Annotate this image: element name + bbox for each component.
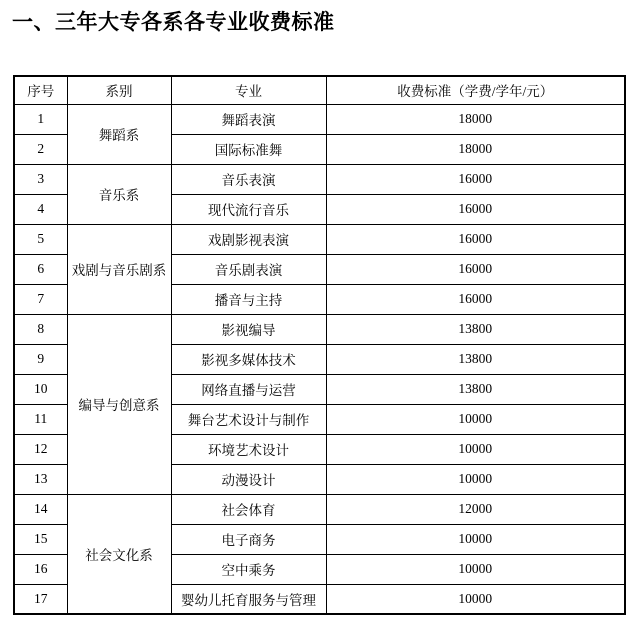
table-row (14, 164, 625, 194)
table-row (14, 494, 625, 524)
table-row (14, 104, 625, 134)
major-cell: 影视编导 (171, 314, 326, 344)
row-number-cell: 14 (14, 494, 67, 524)
fee-cell: 16000 (326, 164, 625, 194)
row-number-cell: 10 (14, 374, 67, 404)
major-cell: 舞台艺术设计与制作 (171, 404, 326, 434)
row-number-cell: 12 (14, 434, 67, 464)
table-row (14, 314, 625, 344)
major-cell: 网络直播与运营 (171, 374, 326, 404)
fee-cell: 10000 (326, 584, 625, 614)
row-number-cell: 3 (14, 164, 67, 194)
department-cell: 音乐系 (67, 164, 171, 224)
fee-cell: 16000 (326, 224, 625, 254)
major-cell: 舞蹈表演 (171, 104, 326, 134)
major-cell: 空中乘务 (171, 554, 326, 584)
row-number-cell: 17 (14, 584, 67, 614)
header-row (14, 76, 625, 104)
fee-table-body (14, 104, 625, 614)
table-row (14, 224, 625, 254)
row-number-cell: 6 (14, 254, 67, 284)
row-number-cell: 5 (14, 224, 67, 254)
major-cell: 戏剧影视表演 (171, 224, 326, 254)
major-cell: 电子商务 (171, 524, 326, 554)
fee-cell: 16000 (326, 194, 625, 224)
major-cell: 动漫设计 (171, 464, 326, 494)
major-cell: 音乐剧表演 (171, 254, 326, 284)
fee-table-header (14, 76, 625, 104)
major-cell: 音乐表演 (171, 164, 326, 194)
fee-cell: 12000 (326, 494, 625, 524)
fee-cell: 16000 (326, 284, 625, 314)
fee-cell: 13800 (326, 374, 625, 404)
row-number-cell: 11 (14, 404, 67, 434)
row-number-cell: 8 (14, 314, 67, 344)
column-header-fee: 收费标准（学费/学年/元） (326, 76, 625, 104)
department-cell: 舞蹈系 (67, 104, 171, 164)
row-number-cell: 15 (14, 524, 67, 554)
major-cell: 社会体育 (171, 494, 326, 524)
row-number-cell: 1 (14, 104, 67, 134)
row-number-cell: 7 (14, 284, 67, 314)
fee-cell: 13800 (326, 344, 625, 374)
major-cell: 播音与主持 (171, 284, 326, 314)
fee-cell: 13800 (326, 314, 625, 344)
department-cell: 社会文化系 (67, 494, 171, 614)
column-header-no: 序号 (14, 76, 67, 104)
major-cell: 国际标准舞 (171, 134, 326, 164)
department-cell: 编导与创意系 (67, 314, 171, 494)
fee-cell: 18000 (326, 104, 625, 134)
row-number-cell: 2 (14, 134, 67, 164)
row-number-cell: 9 (14, 344, 67, 374)
major-cell: 现代流行音乐 (171, 194, 326, 224)
fee-table (13, 75, 626, 615)
fee-cell: 16000 (326, 254, 625, 284)
column-header-department: 系别 (67, 76, 171, 104)
fee-cell: 18000 (326, 134, 625, 164)
row-number-cell: 16 (14, 554, 67, 584)
fee-cell: 10000 (326, 554, 625, 584)
fee-cell: 10000 (326, 434, 625, 464)
row-number-cell: 4 (14, 194, 67, 224)
major-cell: 婴幼儿托育服务与管理 (171, 584, 326, 614)
fee-cell: 10000 (326, 404, 625, 434)
department-cell: 戏剧与音乐剧系 (67, 224, 171, 314)
fee-cell: 10000 (326, 464, 625, 494)
fee-cell: 10000 (326, 524, 625, 554)
major-cell: 环境艺术设计 (171, 434, 326, 464)
page-title: 一、三年大专各系各专业收费标准 (12, 10, 335, 34)
major-cell: 影视多媒体技术 (171, 344, 326, 374)
row-number-cell: 13 (14, 464, 67, 494)
column-header-major: 专业 (171, 76, 326, 104)
